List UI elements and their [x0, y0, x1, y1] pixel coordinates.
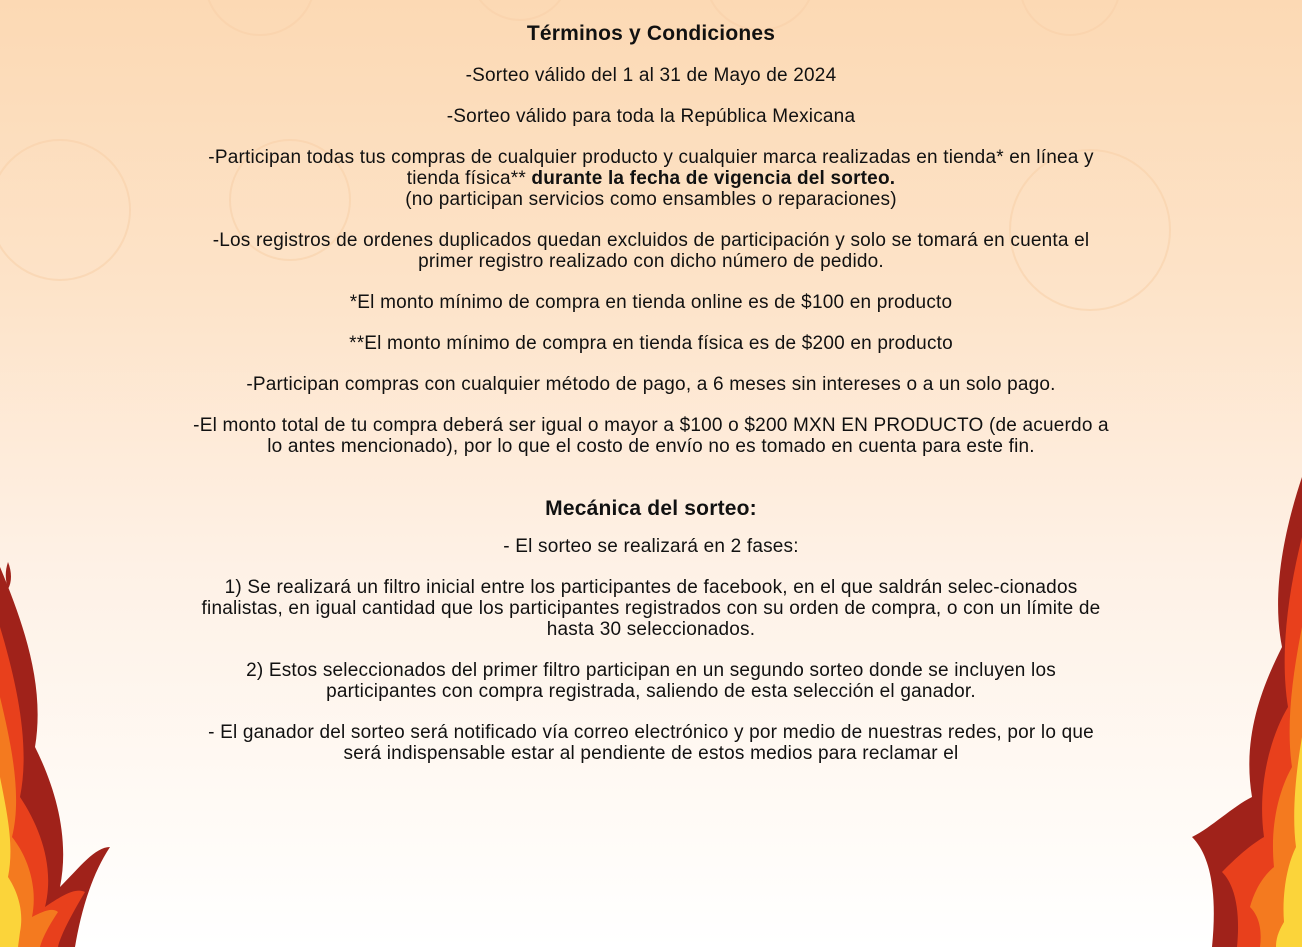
terms-online-minimum: *El monto mínimo de compra en tienda online es de $100 en producto: [349, 292, 953, 313]
mechanics-winner-notification: - El ganador del sorteo será notificado vía correo electrónico y por medio de nuestras redes, por lo que será indispensable estar al pendiente de estos medios para reclamar el: [208, 722, 1094, 764]
flames-left-decoration: [0, 547, 120, 947]
terms-participating-emphasis: durante la fecha de vigencia del sorteo.: [531, 168, 896, 189]
mechanics-phases: - El sorteo se realizará en 2 fases:: [503, 536, 799, 557]
mechanics-phase-one: 1) Se realizará un filtro inicial entre los participantes de facebook, en el que saldrán selec-cionados finalistas, en igual cantidad que los participantes registrados con su orden de compra, o con un límite de hasta 30 seleccionados.: [201, 577, 1101, 640]
terms-validity-region: -Sorteo válido para toda la República Mexicana: [446, 106, 856, 127]
mechanics-title: Mecánica del sorteo:: [545, 497, 757, 520]
terms-content: [190, 20, 1112, 784]
terms-total-amount: -El monto total de tu compra deberá ser igual o mayor a $100 o $200 MXN EN PRODUCTO (de acuerdo a lo antes mencionado), por lo que el costo de envío no es tomado en cuenta para este fin.: [193, 415, 1109, 457]
terms-participating-purchases: [190, 147, 1112, 210]
terms-payment-methods: -Participan compras con cualquier método de pago, a 6 meses sin intereses o a un solo pago.: [246, 374, 1056, 395]
flames-right-decoration: [1182, 477, 1302, 947]
terms-participating-note: (no participan servicios como ensambles o reparaciones): [405, 189, 897, 210]
terms-store-minimum: **El monto mínimo de compra en tienda física es de $200 en producto: [349, 333, 953, 354]
terms-participating-text: -Participan todas tus compras de cualquier producto y cualquier marca realizadas en tienda* en línea y tienda física**: [208, 147, 1094, 189]
terms-validity-dates: -Sorteo válido del 1 al 31 de Mayo de 2024: [465, 65, 837, 86]
terms-title: Términos y Condiciones: [526, 22, 776, 45]
terms-duplicate-orders: -Los registros de ordenes duplicados quedan excluidos de participación y solo se tomará en cuenta el primer registro realizado con dicho número de pedido.: [212, 230, 1090, 272]
mechanics-phase-two: 2) Estos seleccionados del primer filtro participan en un segundo sorteo donde se incluyen los participantes con compra registrada, saliendo de esta selección el ganador.: [246, 660, 1056, 702]
